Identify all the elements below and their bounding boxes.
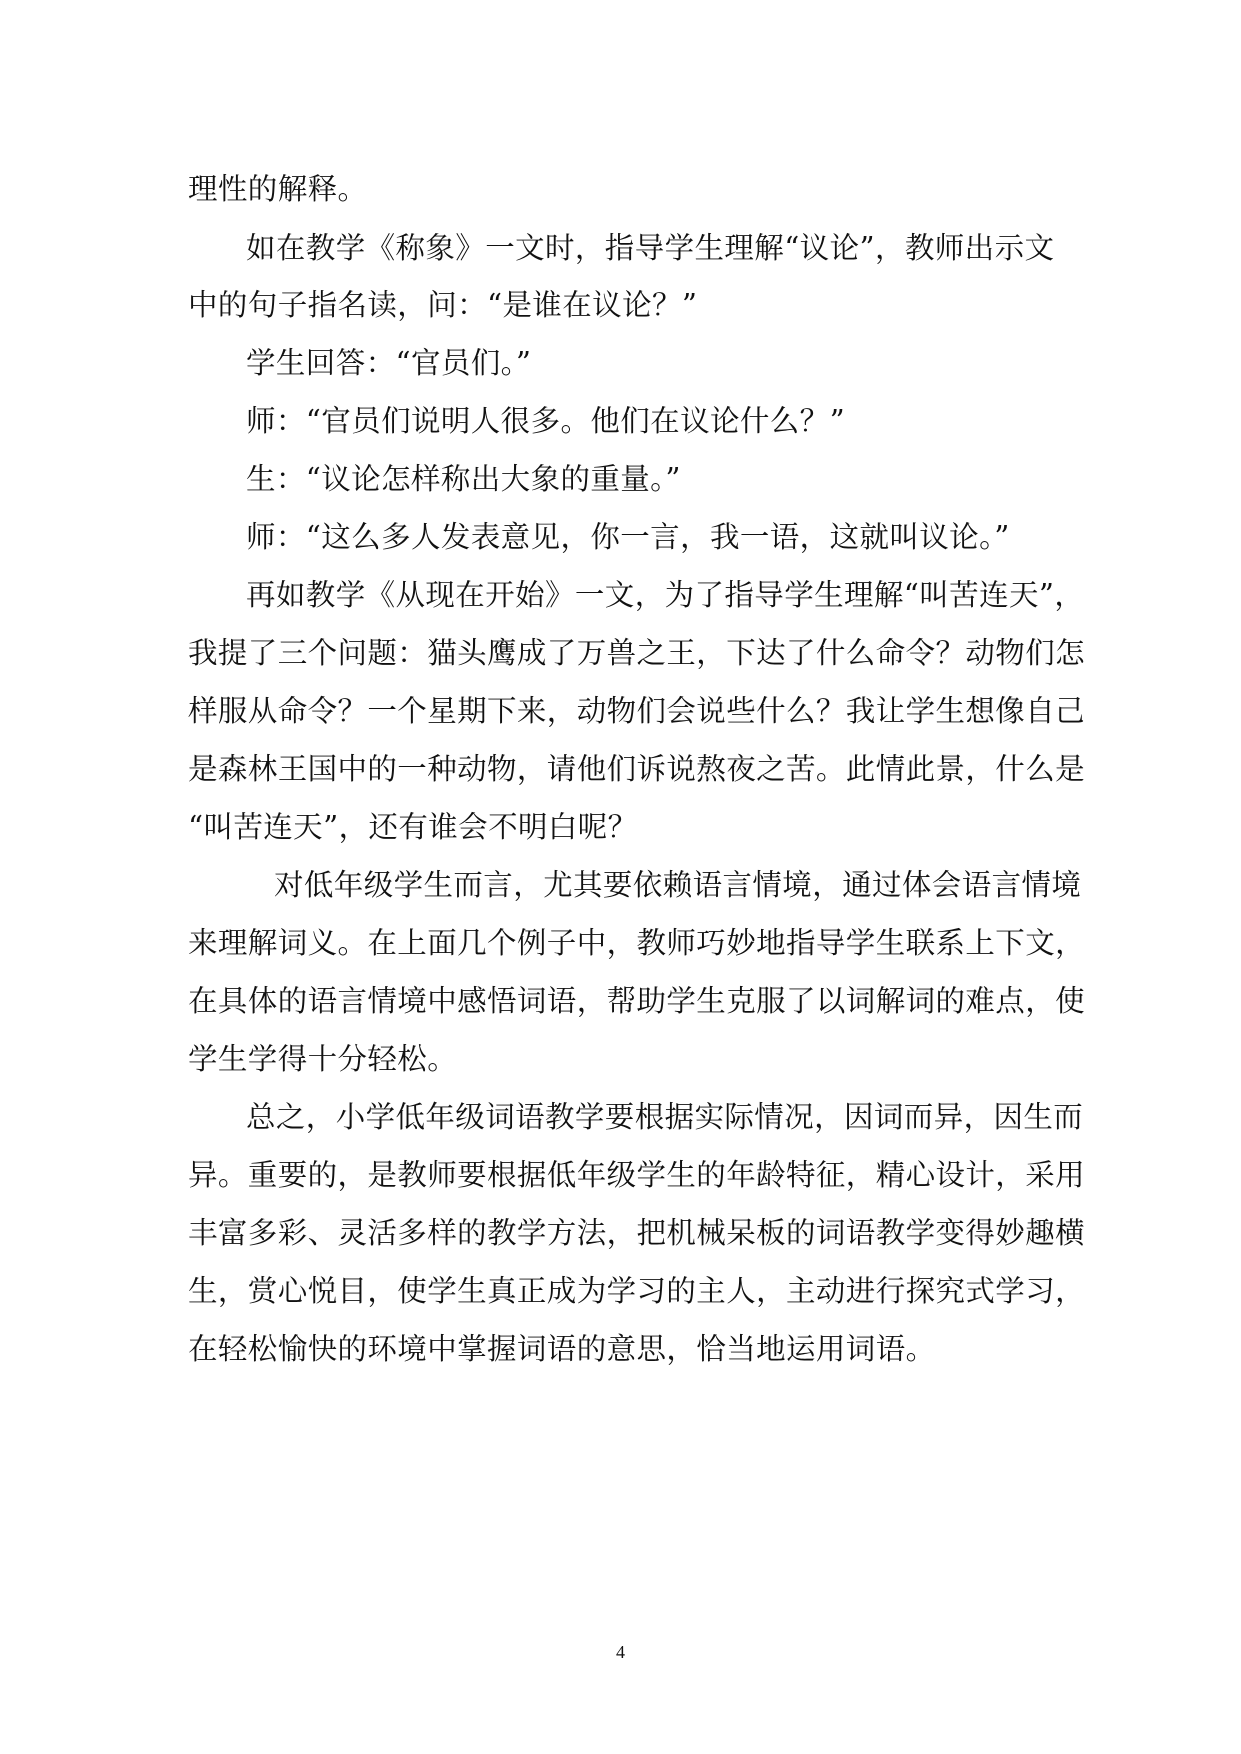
text-line: 师：“官员们说明人很多。他们在议论什么？” bbox=[246, 404, 846, 438]
text-line: 异。重要的，是教师要根据低年级学生的年龄特征，精心设计，采用 bbox=[188, 1158, 1086, 1192]
page-number: 4 bbox=[616, 1642, 625, 1662]
text-line: 理性的解释。 bbox=[188, 172, 368, 206]
text-line: 中的句子指名读，问：“是谁在议论？” bbox=[188, 288, 698, 322]
text-line: 是森林王国中的一种动物，请他们诉说熬夜之苦。此情此景，什么是 bbox=[188, 752, 1086, 786]
text-line: 生，赏心悦目，使学生真正成为学习的主人，主动进行探究式学习， bbox=[188, 1274, 1086, 1308]
text-line: 在具体的语言情境中感悟词语，帮助学生克服了以词解词的难点，使 bbox=[188, 984, 1086, 1018]
text-line: 师：“这么多人发表意见，你一言，我一语，这就叫议论。” bbox=[246, 520, 1010, 554]
text-line: 我提了三个问题：猫头鹰成了万兽之王，下达了什么命令？动物们怎 bbox=[188, 636, 1086, 670]
text-line: 丰富多彩、灵活多样的教学方法，把机械呆板的词语教学变得妙趣横 bbox=[188, 1216, 1086, 1250]
text-line: 样服从命令？一个星期下来，动物们会说些什么？我让学生想像自己 bbox=[188, 694, 1086, 728]
text-line: 总之，小学低年级词语教学要根据实际情况，因词而异，因生而 bbox=[246, 1100, 1084, 1134]
text-line: 学生回答：“官员们。” bbox=[246, 346, 532, 380]
text-line: 再如教学《从现在开始》一文，为了指导学生理解“叫苦连天”， bbox=[246, 578, 1085, 612]
text-line: 生：“议论怎样称出大象的重量。” bbox=[246, 462, 681, 496]
text-line: 来理解词义。在上面几个例子中，教师巧妙地指导学生联系上下文， bbox=[188, 926, 1086, 960]
text-line: 在轻松愉快的环境中掌握词语的意思，恰当地运用词语。 bbox=[188, 1332, 936, 1366]
text-line: “叫苦连天”，还有谁会不明白呢？ bbox=[188, 810, 638, 844]
text-line: 学生学得十分轻松。 bbox=[188, 1042, 458, 1076]
text-line: 对低年级学生而言，尤其要依赖语言情境，通过体会语言情境 bbox=[274, 868, 1082, 902]
text-line: 如在教学《称象》一文时，指导学生理解“议论”，教师出示文 bbox=[246, 231, 1055, 265]
